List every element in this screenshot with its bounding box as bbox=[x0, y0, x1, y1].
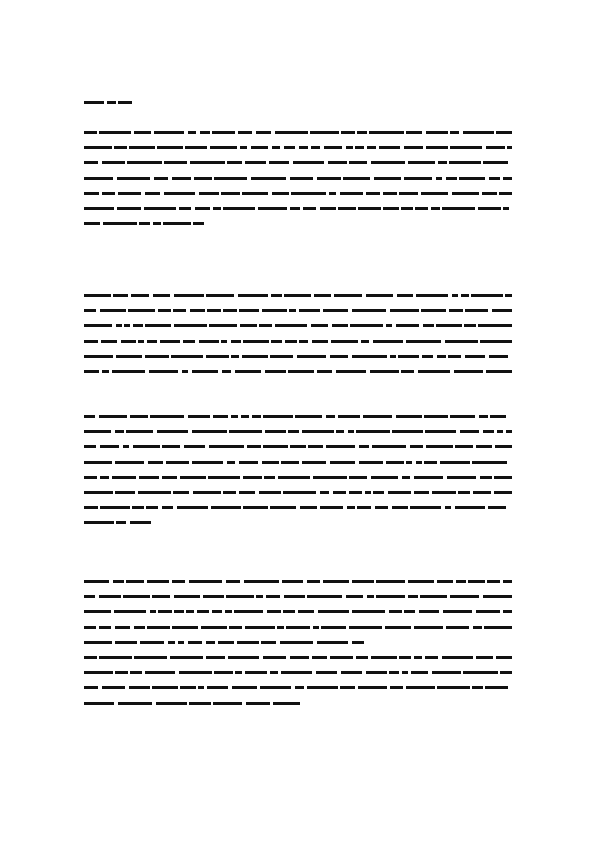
text-line bbox=[84, 595, 514, 598]
text-line bbox=[84, 294, 514, 297]
heading-line bbox=[84, 101, 514, 104]
paragraph-1 bbox=[84, 131, 514, 237]
text-line bbox=[84, 656, 514, 659]
text-line bbox=[84, 430, 514, 433]
text-line bbox=[84, 192, 514, 195]
text-line bbox=[84, 146, 514, 149]
text-line bbox=[84, 702, 514, 705]
text-line bbox=[84, 340, 514, 343]
text-line bbox=[84, 161, 514, 164]
text-line bbox=[84, 671, 514, 674]
text-line bbox=[84, 415, 514, 418]
text-line bbox=[84, 222, 514, 225]
text-line bbox=[84, 476, 514, 479]
text-line bbox=[84, 207, 514, 210]
text-line bbox=[84, 177, 514, 180]
page-heading bbox=[84, 101, 514, 104]
text-line bbox=[84, 324, 514, 327]
text-line bbox=[84, 445, 514, 448]
text-line bbox=[84, 309, 514, 312]
paragraph-4 bbox=[84, 580, 514, 717]
paragraph-3 bbox=[84, 415, 514, 537]
text-line bbox=[84, 461, 514, 464]
text-line bbox=[84, 641, 514, 644]
text-line bbox=[84, 626, 514, 629]
text-line bbox=[84, 131, 514, 134]
paragraph-2 bbox=[84, 294, 514, 385]
text-line bbox=[84, 355, 514, 358]
text-line bbox=[84, 521, 514, 524]
text-line bbox=[84, 491, 514, 494]
text-line bbox=[84, 370, 514, 373]
text-line bbox=[84, 580, 514, 583]
text-line bbox=[84, 506, 514, 509]
text-line bbox=[84, 686, 514, 689]
text-line bbox=[84, 610, 514, 613]
